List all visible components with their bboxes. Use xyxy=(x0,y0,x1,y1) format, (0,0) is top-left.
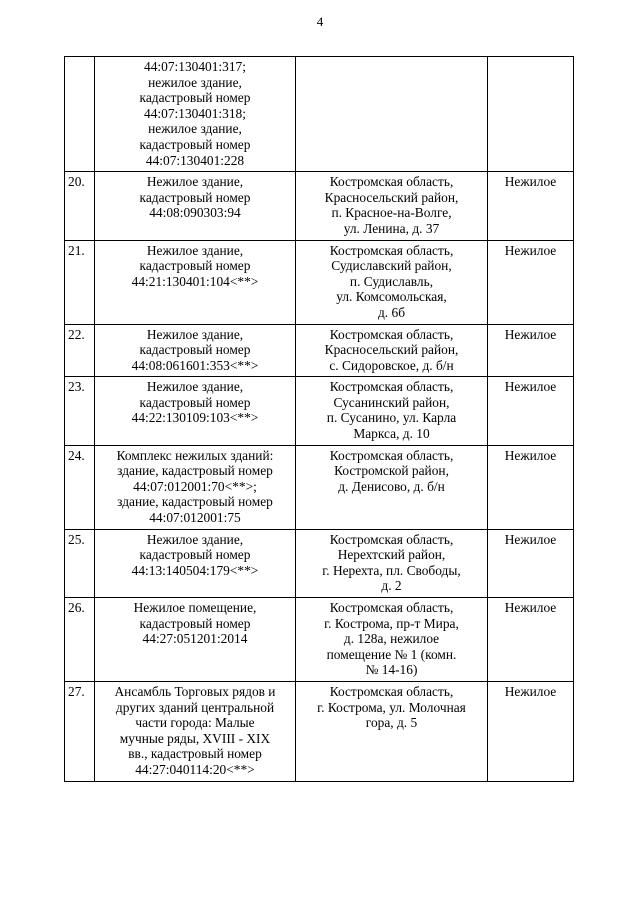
object-name-line: 44:22:130109:103<**> xyxy=(131,410,259,426)
object-name-line: 44:08:061601:353<**> xyxy=(131,357,259,373)
address-line: Красносельский район, xyxy=(324,189,459,205)
object-name-line: нежилое здание, xyxy=(148,121,242,137)
address-cell xyxy=(296,57,488,172)
object-name-line: 44:21:130401:104<**> xyxy=(131,273,259,289)
address-cell xyxy=(296,240,488,324)
address-cell xyxy=(296,172,488,240)
address-line: п. Судиславль, xyxy=(349,273,434,289)
property-type-cell: Нежилое xyxy=(488,377,574,445)
row-number: 27. xyxy=(65,681,95,781)
property-table xyxy=(64,56,574,782)
row-number: 22. xyxy=(65,324,95,377)
address-line: № 14-16) xyxy=(365,662,418,678)
row-number: 26. xyxy=(65,598,95,682)
property-type-cell: Нежилое xyxy=(488,445,574,529)
object-name-line: кадастровый номер xyxy=(139,394,251,410)
address-cell xyxy=(296,324,488,377)
object-name-line: 44:13:140504:179<**> xyxy=(131,562,259,578)
property-type-cell: Нежилое xyxy=(488,324,574,377)
address-line: Маркса, д. 10 xyxy=(353,426,430,442)
object-name-line: 44:07:130401:228 xyxy=(145,152,245,168)
object-name-cell xyxy=(95,529,296,597)
object-name-cell xyxy=(95,445,296,529)
address-line: Костромская область, xyxy=(329,326,454,342)
property-type-cell: Нежилое xyxy=(488,172,574,240)
row-number xyxy=(65,57,95,172)
object-name-cell xyxy=(95,240,296,324)
object-name-line: Нежилое здание, xyxy=(146,531,244,547)
page-number: 4 xyxy=(316,14,324,29)
row-number: 21. xyxy=(65,240,95,324)
address-line: Костромская область, xyxy=(329,683,454,699)
table-row xyxy=(65,240,574,324)
object-name-cell xyxy=(95,57,296,172)
address-line: п. Красное-на-Волге, xyxy=(331,205,452,221)
object-name-line: здание, кадастровый номер xyxy=(117,463,273,479)
object-name-line: 44:07:012001:70<**>; xyxy=(133,478,257,494)
address-line: Костромская область, xyxy=(329,379,454,395)
object-name-line: 44:27:051201:2014 xyxy=(142,631,248,647)
property-type-cell: Нежилое xyxy=(488,598,574,682)
address-cell xyxy=(296,681,488,781)
object-name-line: 44:07:130401:317; xyxy=(144,59,246,74)
object-name-line: кадастровый номер xyxy=(139,547,251,563)
property-table-body xyxy=(65,57,574,782)
object-name-line: здание, кадастровый номер xyxy=(117,494,273,510)
object-name-line: 44:08:090303:94 xyxy=(149,205,241,221)
address-line: ул. Комсомольская, xyxy=(336,289,447,305)
object-name-line: 44:07:012001:75 xyxy=(149,510,241,526)
address-line: с. Сидоровское, д. б/н xyxy=(329,357,454,373)
table-row xyxy=(65,598,574,682)
object-name-line: мучные ряды, XVIII - XIX xyxy=(119,730,271,746)
row-number: 23. xyxy=(65,377,95,445)
object-name-line: 44:07:130401:318; xyxy=(144,105,246,121)
object-name-line: вв., кадастровый номер xyxy=(128,746,262,762)
object-name-line: нежилое здание, xyxy=(148,74,242,90)
row-number: 24. xyxy=(65,445,95,529)
address-line: Костромская область, xyxy=(329,600,454,615)
address-line: гора, д. 5 xyxy=(365,715,418,731)
table-row xyxy=(65,377,574,445)
object-name-line: Нежилое здание, xyxy=(146,174,244,190)
address-cell xyxy=(296,445,488,529)
address-cell xyxy=(296,529,488,597)
row-number: 20. xyxy=(65,172,95,240)
address-line: д. 6б xyxy=(377,304,406,320)
address-line: Красносельский район, xyxy=(324,342,459,358)
address-line: Сусанинский район, xyxy=(333,394,450,410)
object-name-line: Нежилое здание, xyxy=(146,326,244,342)
object-name-line: кадастровый номер xyxy=(139,342,251,358)
table-row xyxy=(65,324,574,377)
table-row xyxy=(65,681,574,781)
address-line: помещение № 1 (комн. xyxy=(326,646,457,662)
property-type-cell: Нежилое xyxy=(488,529,574,597)
object-name-line: Комплекс нежилых зданий: xyxy=(116,447,274,463)
object-name-line: других зданий центральной xyxy=(115,699,275,715)
address-line: Костромской район, xyxy=(334,463,449,479)
address-line: Костромская область, xyxy=(329,174,454,190)
table-row xyxy=(65,172,574,240)
address-line: г. Кострома, ул. Молочная xyxy=(317,699,466,715)
object-name-line: кадастровый номер xyxy=(139,615,251,631)
object-name-cell xyxy=(95,172,296,240)
object-name-line: кадастровый номер xyxy=(139,136,251,152)
address-cell xyxy=(296,598,488,682)
address-line: Костромская область, xyxy=(329,531,454,547)
property-type-cell xyxy=(488,57,574,172)
address-line: Костромская область, xyxy=(329,447,454,463)
address-line: Судиславский район, xyxy=(331,258,452,274)
object-name-line: Нежилое здание, xyxy=(146,242,244,258)
object-name-line: части города: Малые xyxy=(135,715,255,731)
object-name-cell xyxy=(95,324,296,377)
row-number: 25. xyxy=(65,529,95,597)
address-line: ул. Ленина, д. 37 xyxy=(343,220,440,236)
object-name-cell xyxy=(95,681,296,781)
object-name-line: кадастровый номер xyxy=(139,189,251,205)
address-line: г. Нерехта, пл. Свободы, xyxy=(322,562,461,578)
address-line: д. 128а, нежилое xyxy=(343,631,440,647)
object-name-line: Ансамбль Торговых рядов и xyxy=(114,683,276,699)
address-cell xyxy=(296,377,488,445)
object-name-line: 44:27:040114:20<**> xyxy=(135,761,255,777)
object-name-line: Нежилое помещение, xyxy=(133,600,257,615)
table-row xyxy=(65,57,574,172)
table-row xyxy=(65,445,574,529)
address-line: г. Кострома, пр-т Мира, xyxy=(324,615,459,631)
address-line: п. Сусанино, ул. Карла xyxy=(326,410,457,426)
table-row xyxy=(65,529,574,597)
property-type-cell: Нежилое xyxy=(488,681,574,781)
address-line: Костромская область, xyxy=(329,242,454,258)
address-line: д. 2 xyxy=(381,578,402,594)
property-type-cell: Нежилое xyxy=(488,240,574,324)
object-name-line: Нежилое здание, xyxy=(146,379,244,395)
object-name-cell xyxy=(95,377,296,445)
object-name-cell xyxy=(95,598,296,682)
address-line: Нерехтский район, xyxy=(337,547,446,563)
object-name-line: кадастровый номер xyxy=(139,90,251,106)
object-name-line: кадастровый номер xyxy=(139,258,251,274)
address-line: д. Денисово, д. б/н xyxy=(338,478,445,494)
